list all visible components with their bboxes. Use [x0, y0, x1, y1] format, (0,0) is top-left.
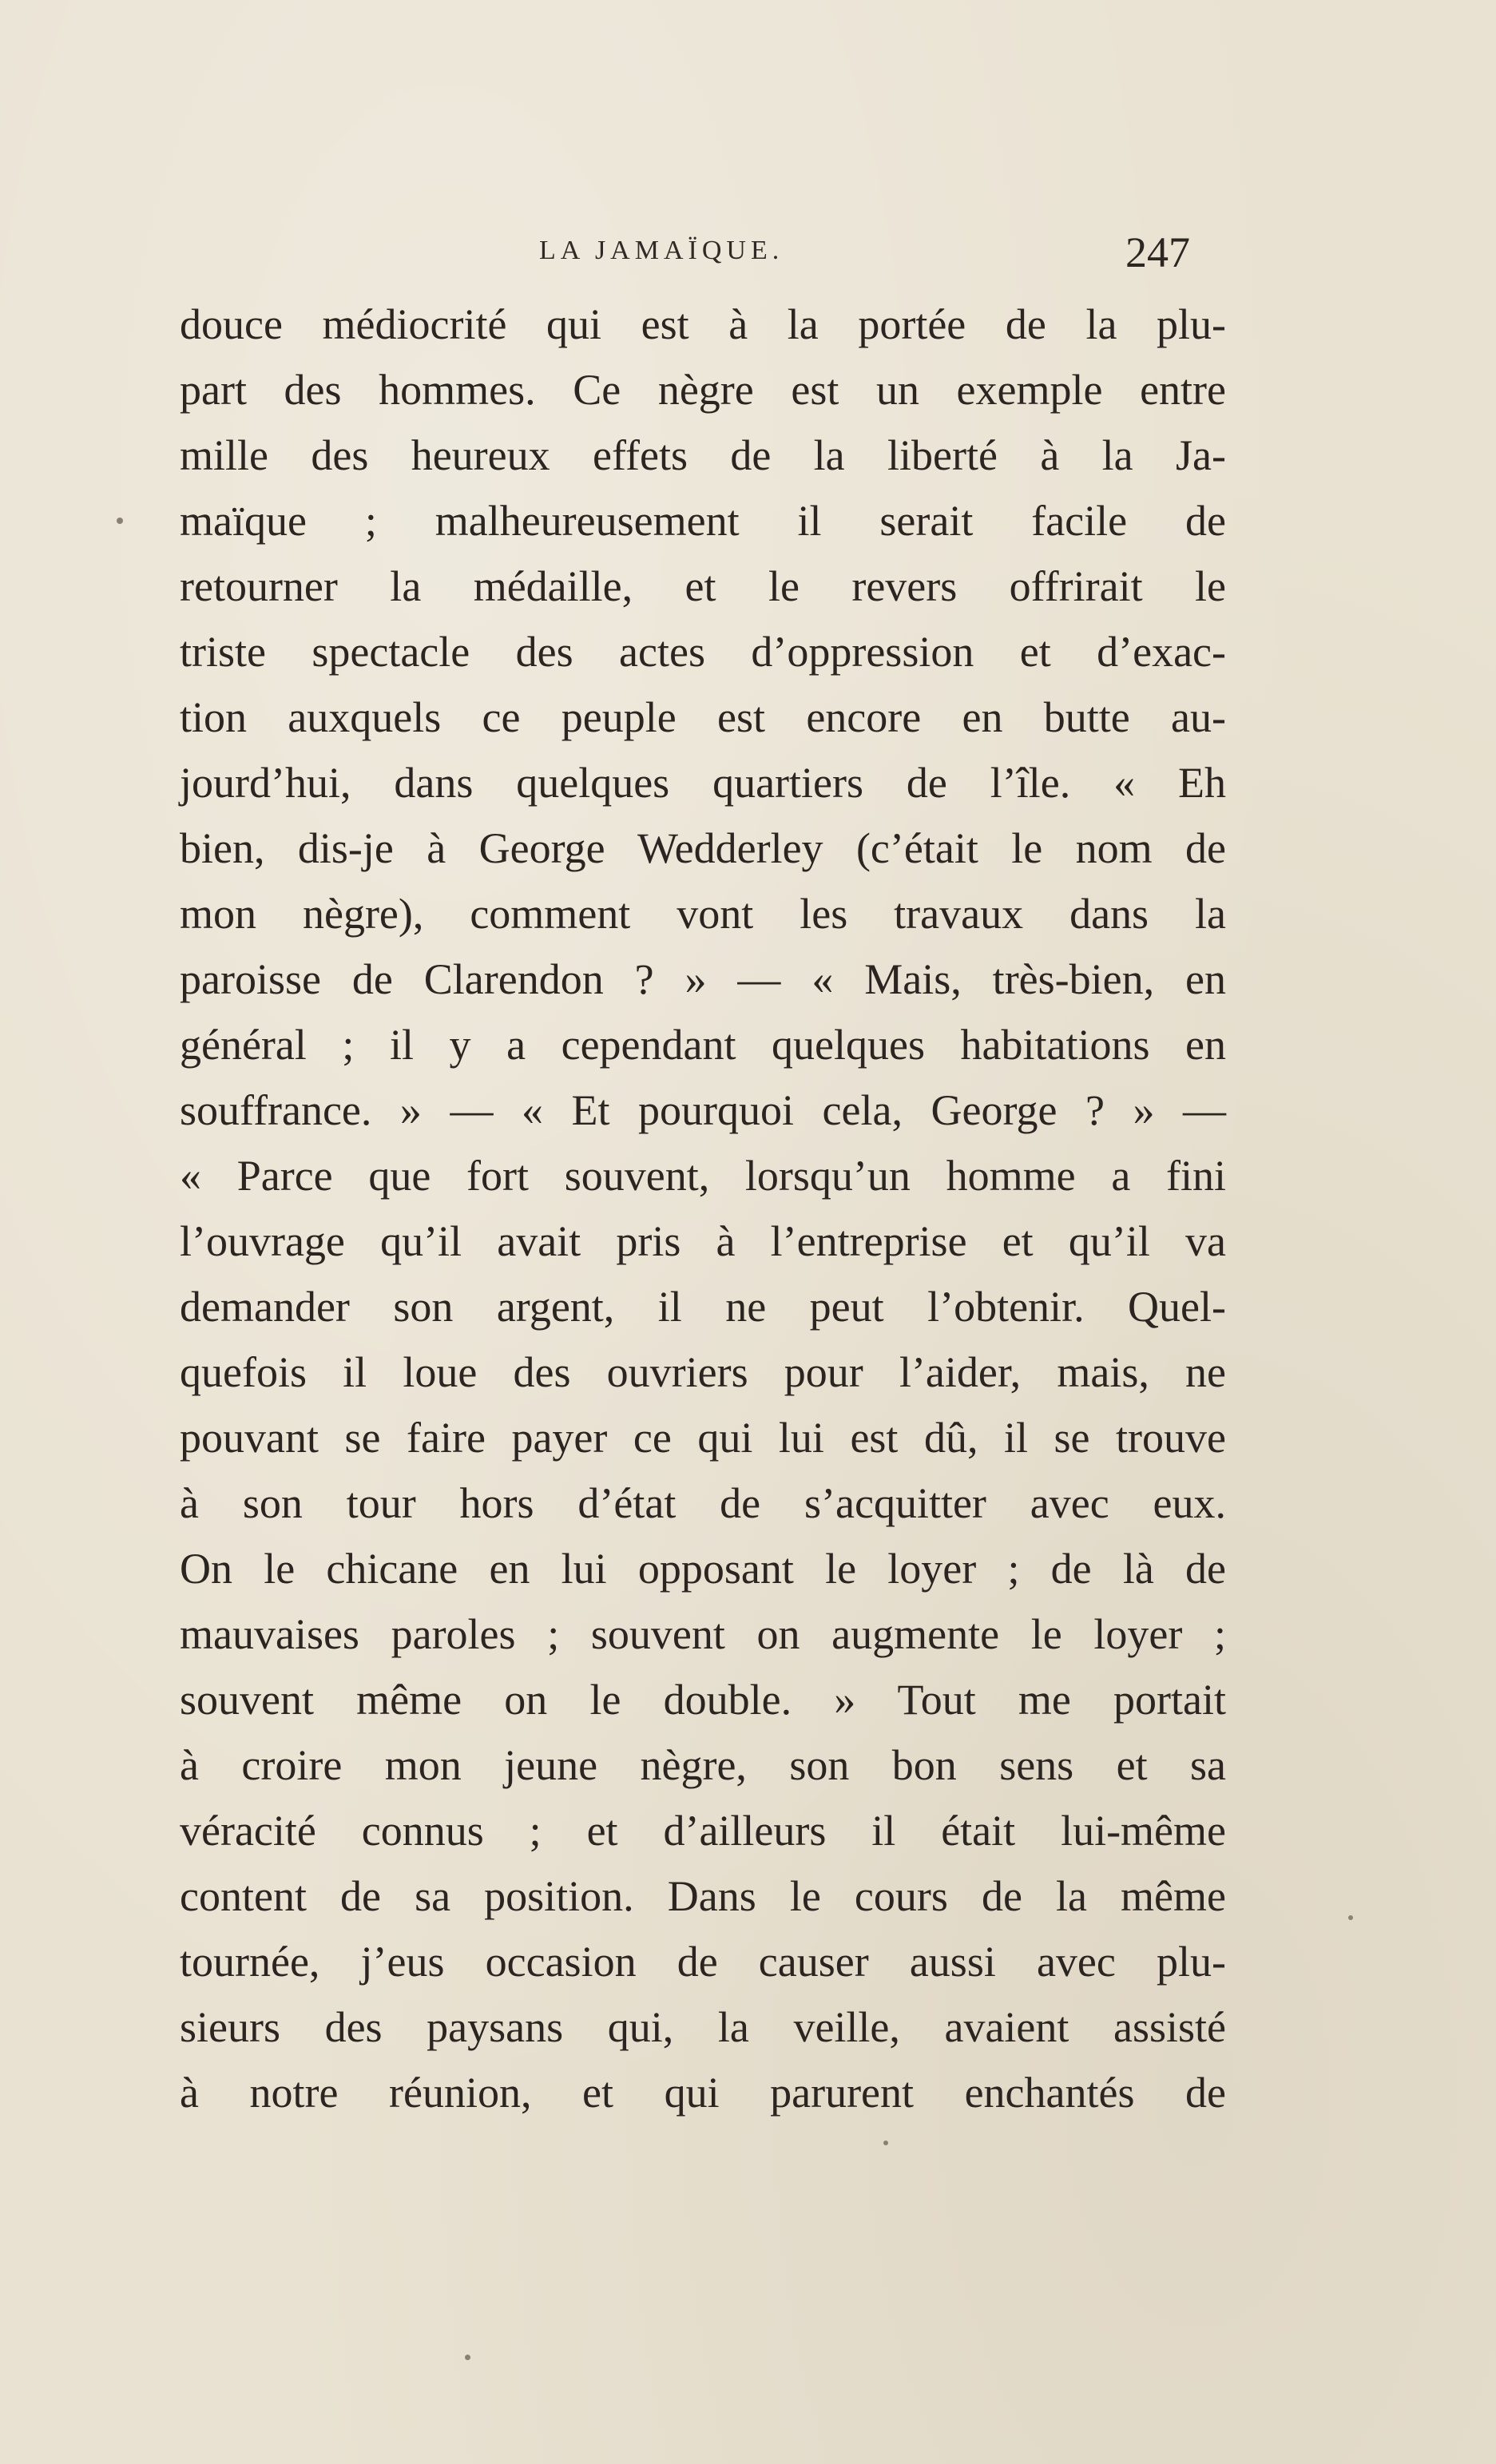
text-line: véracité connus ; et d’ailleurs il était lui-même	[180, 1807, 1226, 1855]
text-line: souffrance. » — « Et pourquoi cela, George ? » —	[180, 1086, 1226, 1134]
body-text	[180, 292, 1226, 2125]
text-line: demander son argent, il ne peut l’obtenir. Quel-	[180, 1283, 1226, 1331]
text-line: maïque ; malheureusement il serait facile de	[180, 497, 1226, 545]
text-line: pouvant se faire payer ce qui lui est dû, il se trouve	[180, 1414, 1226, 1462]
text-line: tion auxquels ce peuple est encore en butte au-	[180, 693, 1226, 741]
text-line: à croire mon jeune nègre, son bon sens et sa	[180, 1741, 1226, 1789]
running-title: LA JAMAÏQUE.	[539, 236, 784, 265]
text-line: part des hommes. Ce nègre est un exemple entre	[180, 366, 1226, 414]
text-line: mauvaises paroles ; souvent on augmente le loyer ;	[180, 1610, 1226, 1658]
text-line: douce médiocrité qui est à la portée de la plu-	[180, 300, 1226, 348]
paper-speck	[465, 2355, 470, 2360]
text-line: tournée, j’eus occasion de causer aussi avec plu-	[180, 1938, 1226, 1986]
text-line: mille des heureux effets de la liberté à la Ja-	[180, 431, 1226, 479]
text-line: bien, dis-je à George Wedderley (c’était le nom de	[180, 824, 1226, 872]
text-line: mon nègre), comment vont les travaux dans la	[180, 890, 1226, 938]
page-number: 247	[1125, 228, 1190, 276]
text-line: à notre réunion, et qui parurent enchantés de	[180, 2069, 1226, 2117]
paper-speck	[1348, 1915, 1353, 1920]
text-line: « Parce que fort souvent, lorsqu’un homme a fini	[180, 1152, 1226, 1200]
text-line: quefois il loue des ouvriers pour l’aider, mais, ne	[180, 1348, 1226, 1396]
text-line: paroisse de Clarendon ? » — « Mais, très-bien, en	[180, 955, 1226, 1003]
text-line: sieurs des paysans qui, la veille, avaient assisté	[180, 2003, 1226, 2051]
text-line: content de sa position. Dans le cours de la même	[180, 1872, 1226, 1920]
text-line: triste spectacle des actes d’oppression et d’exac-	[180, 628, 1226, 676]
paper-speck	[117, 518, 123, 524]
text-line: souvent même on le double. » Tout me portait	[180, 1676, 1226, 1724]
running-head	[184, 228, 1214, 284]
text-line: général ; il y a cependant quelques habitations en	[180, 1021, 1226, 1069]
paper-speck	[883, 2141, 888, 2145]
text-line: On le chicane en lui opposant le loyer ; de là de	[180, 1545, 1226, 1593]
text-line: jourd’hui, dans quelques quartiers de l’île. « Eh	[180, 759, 1226, 807]
text-line: retourner la médaille, et le revers offrirait le	[180, 562, 1226, 610]
text-line: l’ouvrage qu’il avait pris à l’entreprise et qu’il va	[180, 1217, 1226, 1265]
text-line: à son tour hors d’état de s’acquitter avec eux.	[180, 1479, 1226, 1527]
